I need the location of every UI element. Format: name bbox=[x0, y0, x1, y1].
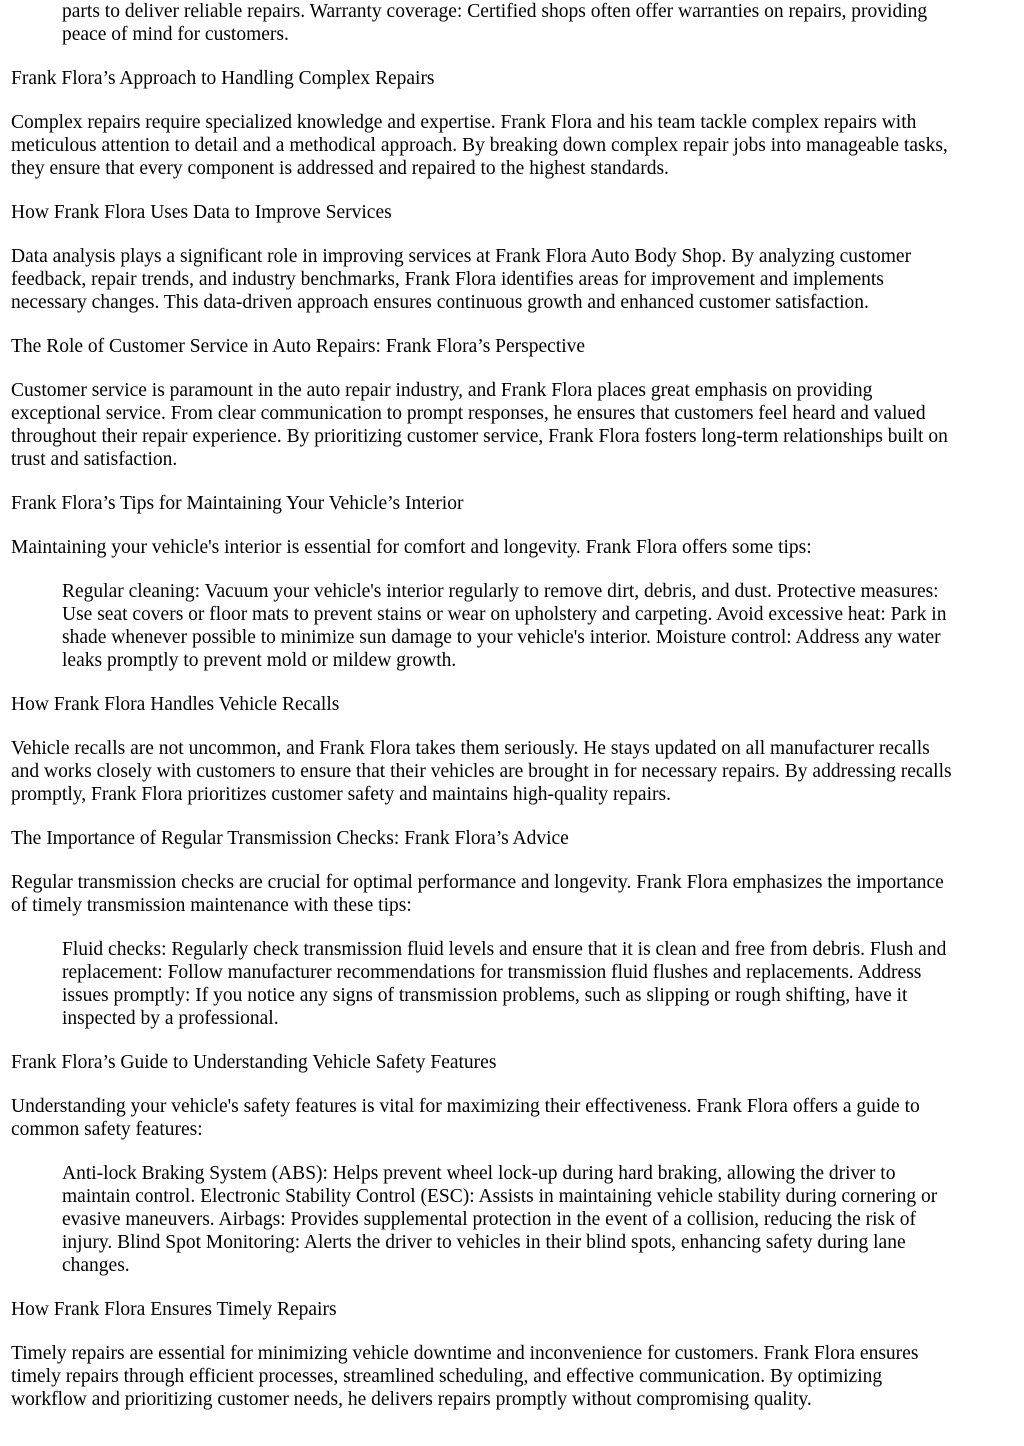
section-heading-interior-tips: Frank Flora’s Tips for Maintaining Your Vehicle’s Interior bbox=[11, 493, 464, 514]
blockquote-transmission-tips: Fluid checks: Regularly check transmission fluid levels and ensure that it is clean and free from debris. Flush and replacement: Follow manufacturer recommendations for transmission fluid flushes and replacements. Address issues promptly: If you notice any signs of transmission problems, such as slipping or rough shifting, have it inspected by a professional. bbox=[62, 939, 947, 1029]
section-heading-vehicle-recalls: How Frank Flora Handles Vehicle Recalls bbox=[11, 694, 340, 715]
section-paragraph-complex-repairs: Complex repairs require specialized knowledge and expertise. Frank Flora and his team tackle complex repairs with meticulous attention to detail and a methodical approach. By breaking down complex repair jobs into manageable tasks, they ensure that every component is addressed and repaired to the highest standards. bbox=[11, 112, 948, 179]
blockquote-warranty: parts to deliver reliable repairs. Warranty coverage: Certified shops often offer warranties on repairs, providing peace of mind for customers. bbox=[62, 1, 928, 45]
blockquote-interior-tips: Regular cleaning: Vacuum your vehicle's interior regularly to remove dirt, debris, and dust. Protective measures: Use seat covers or floor mats to prevent stains or wear on upholstery and carpeting. Avoid excessive heat: Park in shade whenever possible to minimize sun damage to your vehicle's interior. Moisture control: Address any water leaks promptly to prevent mold or mildew growth. bbox=[62, 581, 947, 671]
section-heading-transmission-checks: The Importance of Regular Transmission Checks: Frank Flora’s Advice bbox=[11, 828, 569, 849]
document-body bbox=[11, 0, 1009, 1411]
section-paragraph-safety-features: Understanding your vehicle's safety features is vital for maximizing their effectiveness. Frank Flora offers a guide to common safety features: bbox=[11, 1096, 920, 1140]
section-paragraph-interior-tips: Maintaining your vehicle's interior is essential for comfort and longevity. Frank Flora offers some tips: bbox=[11, 537, 812, 558]
section-paragraph-timely-repairs: Timely repairs are essential for minimizing vehicle downtime and inconvenience for customers. Frank Flora ensures timely repairs through efficient processes, streamlined scheduling, and effective communication. By optimizing workflow and prioritizing customer needs, he delivers repairs promptly without compromising quality. bbox=[11, 1343, 919, 1410]
blockquote-safety-features: Anti-lock Braking System (ABS): Helps prevent wheel lock-up during hard braking, allowing the driver to maintain control. Electronic Stability Control (ESC): Assists in maintaining vehicle stability during cornering or evasive maneuvers. Airbags: Provides supplemental protection in the event of a collision, reducing the risk of injury. Blind Spot Monitoring: Alerts the driver to vehicles in their blind spots, enhancing safety during lane changes. bbox=[62, 1163, 938, 1276]
section-heading-data-services: How Frank Flora Uses Data to Improve Services bbox=[11, 202, 392, 223]
section-paragraph-customer-service: Customer service is paramount in the auto repair industry, and Frank Flora places great emphasis on providing exceptional service. From clear communication to prompt responses, he ensures that customers feel heard and valued throughout their repair experience. By prioritizing customer service, Frank Flora fosters long-term relationships built on trust and satisfaction. bbox=[11, 380, 948, 470]
section-heading-safety-features: Frank Flora’s Guide to Understanding Vehicle Safety Features bbox=[11, 1052, 497, 1073]
section-paragraph-data-services: Data analysis plays a significant role in improving services at Frank Flora Auto Body Shop. By analyzing customer feedback, repair trends, and industry benchmarks, Frank Flora identifies areas for improvement and implements necessary changes. This data-driven approach ensures continuous growth and enhanced customer satisfaction. bbox=[11, 246, 912, 313]
section-heading-customer-service: The Role of Customer Service in Auto Repairs: Frank Flora’s Perspective bbox=[11, 336, 586, 357]
section-paragraph-transmission-checks: Regular transmission checks are crucial for optimal performance and longevity. Frank Flora emphasizes the importance of timely transmission maintenance with these tips: bbox=[11, 872, 944, 916]
section-heading-complex-repairs: Frank Flora’s Approach to Handling Complex Repairs bbox=[11, 68, 435, 89]
section-heading-timely-repairs: How Frank Flora Ensures Timely Repairs bbox=[11, 1299, 337, 1320]
section-paragraph-vehicle-recalls: Vehicle recalls are not uncommon, and Frank Flora takes them seriously. He stays updated on all manufacturer recalls and works closely with customers to ensure that their vehicles are brought in for necessary repairs. By addressing recalls promptly, Frank Flora prioritizes customer safety and maintains high-quality repairs. bbox=[11, 738, 952, 805]
